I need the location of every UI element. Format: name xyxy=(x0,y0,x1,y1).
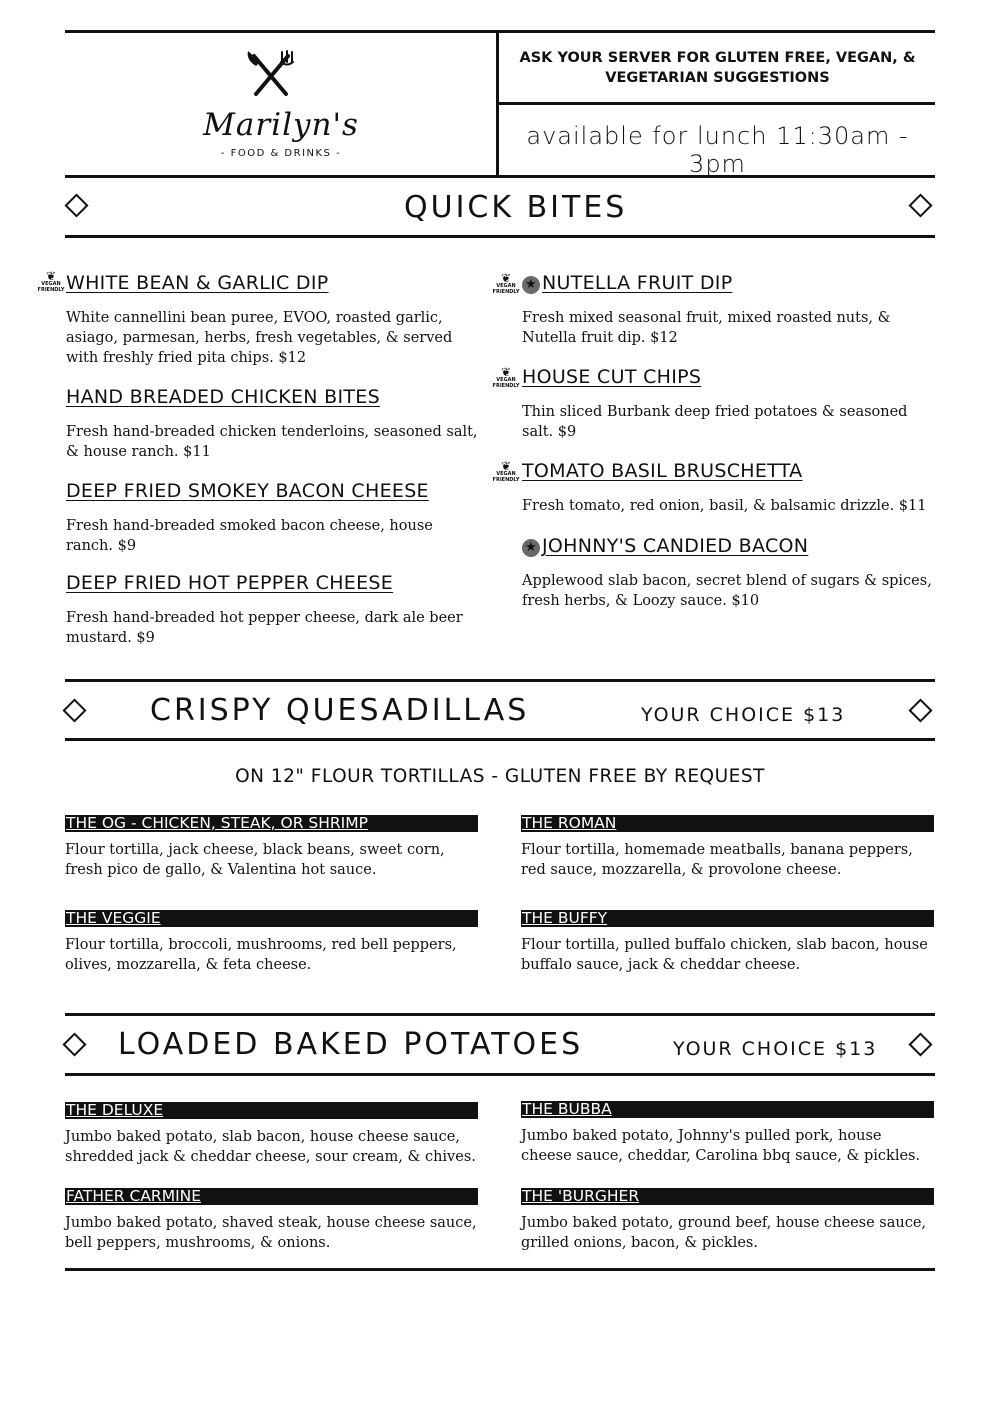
section-title-quick-bites: QUICK BITES xyxy=(404,190,628,225)
fork-knife-icon xyxy=(244,50,298,100)
menu-item-name-row xyxy=(522,535,937,557)
menu-item-name: FATHER CARMINE xyxy=(66,1187,202,1205)
menu-item-description: White cannellini bean puree, EVOO, roasted garlic, asiago, parmesan, herbs, fresh vegetables, & served with freshly fried pita chips. $12 xyxy=(66,310,453,366)
menu-item-name-row xyxy=(522,272,937,294)
menu-item xyxy=(521,815,934,880)
menu-item-description: Fresh hand-breaded smoked bacon cheese, house ranch. $9 xyxy=(66,518,433,554)
diamond-icon xyxy=(62,1032,86,1056)
vegan-friendly-label: VEGAN FRIENDLY xyxy=(492,283,520,295)
menu-item-name: HOUSE CUT CHIPS xyxy=(522,366,702,388)
menu-item-name: THE 'BURGHER xyxy=(522,1187,640,1205)
menu-item xyxy=(65,1102,478,1167)
leaf-icon: ❦ xyxy=(501,459,512,473)
leaf-icon: ❦ xyxy=(46,269,57,283)
menu-item-name: THE ROMAN xyxy=(522,814,617,832)
menu-item-description: Jumbo baked potato, slab bacon, house cheese sauce, shredded jack & cheddar cheese, sour cream, & chives. xyxy=(65,1129,476,1165)
menu-item-description: Flour tortilla, pulled buffalo chicken, slab bacon, house buffalo sauce, jack & cheddar cheese. xyxy=(521,937,928,973)
menu-item-name: THE OG - CHICKEN, STEAK, OR SHRIMP xyxy=(66,814,368,832)
menu-item-name: JOHNNY'S CANDIED BACON xyxy=(542,535,809,557)
star-icon: ★ xyxy=(522,276,540,294)
menu-item xyxy=(522,366,937,442)
diamond-icon xyxy=(908,193,932,217)
menu-item xyxy=(66,272,481,368)
menu-item xyxy=(66,572,481,648)
quesadilla-subtitle: ON 12" FLOUR TORTILLAS - GLUTEN FREE BY REQUEST xyxy=(235,766,765,787)
dietary-notice: ASK YOUR SERVER FOR GLUTEN FREE, VEGAN, & VEGETARIAN SUGGESTIONS xyxy=(519,50,916,86)
menu-item xyxy=(65,815,478,880)
menu-item xyxy=(521,1188,934,1253)
menu-item-description: Flour tortilla, broccoli, mushrooms, red bell peppers, olives, mozzarella, & feta cheese. xyxy=(65,937,457,973)
vegan-friendly-label: VEGAN FRIENDLY xyxy=(492,471,520,483)
menu-item-name: DEEP FRIED HOT PEPPER CHEESE xyxy=(66,572,394,594)
item-name-bar xyxy=(65,910,478,927)
section-price: YOUR CHOICE $13 xyxy=(641,704,846,726)
menu-item-description: Applewood slab bacon, secret blend of sugars & spices, fresh herbs, & Loozy sauce. $10 xyxy=(522,573,932,609)
diamond-icon xyxy=(64,193,88,217)
section-rule xyxy=(65,235,935,238)
vegan-friendly-badge xyxy=(491,272,521,302)
menu-item-description: Flour tortilla, homemade meatballs, banana peppers, red sauce, mozzarella, & provolone cheese. xyxy=(521,842,913,878)
menu-item xyxy=(521,910,934,975)
diamond-icon xyxy=(908,698,932,722)
menu-item-description: Jumbo baked potato, shaved steak, house cheese sauce, bell peppers, mushrooms, & onions. xyxy=(65,1215,477,1251)
menu-item-name: TOMATO BASIL BRUSCHETTA xyxy=(522,460,803,482)
section-rule xyxy=(65,738,935,741)
item-name-bar xyxy=(521,1188,934,1205)
vegan-friendly-badge xyxy=(491,460,521,490)
item-name-bar xyxy=(65,1102,478,1119)
leaf-icon: ❦ xyxy=(501,271,512,285)
item-name-bar xyxy=(65,1188,478,1205)
section-rule xyxy=(65,1013,935,1016)
menu-item xyxy=(65,1188,478,1253)
brand-tagline: - FOOD & DRINKS - xyxy=(220,148,342,159)
menu-item-description: Fresh tomato, red onion, basil, & balsamic drizzle. $11 xyxy=(522,498,927,514)
brand-logo xyxy=(65,33,497,176)
menu-item-name: THE VEGGIE xyxy=(66,909,161,927)
vegan-friendly-label: VEGAN FRIENDLY xyxy=(37,281,65,293)
diamond-icon xyxy=(62,698,86,722)
section-rule xyxy=(65,1073,935,1076)
item-name-bar xyxy=(521,815,934,832)
menu-item-name: THE DELUXE xyxy=(66,1101,164,1119)
menu-item xyxy=(65,910,478,975)
menu-item-name: DEEP FRIED SMOKEY BACON CHEESE xyxy=(66,480,429,502)
menu-item xyxy=(521,1101,934,1166)
menu-item-name: WHITE BEAN & GARLIC DIP xyxy=(66,272,329,294)
menu-item-description: Fresh hand-breaded hot pepper cheese, dark ale beer mustard. $9 xyxy=(66,610,463,646)
item-name-bar xyxy=(521,1101,934,1118)
leaf-icon: ❦ xyxy=(501,365,512,379)
vegan-friendly-label: VEGAN FRIENDLY xyxy=(492,377,520,389)
menu-item-description: Jumbo baked potato, ground beef, house cheese sauce, grilled onions, bacon, & pickles. xyxy=(521,1215,927,1251)
menu-item-description: Fresh hand-breaded chicken tenderloins, seasoned salt, & house ranch. $11 xyxy=(66,424,478,460)
menu-item xyxy=(522,535,937,611)
menu-item-description: Jumbo baked potato, Johnny's pulled pork, house cheese sauce, cheddar, Carolina bbq sauce, & pickles. xyxy=(521,1128,921,1164)
diamond-icon xyxy=(908,1032,932,1056)
vegan-friendly-badge xyxy=(36,270,66,300)
menu-item-description: Flour tortilla, jack cheese, black beans, sweet corn, fresh pico de gallo, & Valentina hot sauce. xyxy=(65,842,445,878)
menu-item-name: THE BUBBA xyxy=(522,1100,612,1118)
section-title-quesadillas: CRISPY QUESADILLAS xyxy=(150,693,530,728)
menu-item-description: Thin sliced Burbank deep fried potatoes & seasoned salt. $9 xyxy=(522,404,908,440)
item-name-bar xyxy=(65,815,478,832)
section-title-potatoes: LOADED BAKED POTATOES xyxy=(118,1027,584,1062)
footer-rule xyxy=(65,1268,935,1271)
menu-item-description: Fresh mixed seasonal fruit, mixed roasted nuts, & Nutella fruit dip. $12 xyxy=(522,310,891,346)
section-rule xyxy=(65,679,935,682)
brand-name: Marilyn's xyxy=(203,107,359,143)
item-name-bar xyxy=(521,910,934,927)
lunch-hours: available for lunch 11:30am - 3pm xyxy=(526,122,909,178)
menu-item xyxy=(66,480,481,556)
header-mid-rule xyxy=(499,102,935,105)
menu-item-name: HAND BREADED CHICKEN BITES xyxy=(66,386,380,408)
menu-item-name: THE BUFFY xyxy=(522,909,608,927)
menu-item xyxy=(66,386,481,462)
star-icon: ★ xyxy=(522,539,540,557)
menu-item xyxy=(522,460,937,516)
section-price: YOUR CHOICE $13 xyxy=(673,1038,878,1060)
menu-item-name: NUTELLA FRUIT DIP xyxy=(542,272,733,294)
vegan-friendly-badge xyxy=(491,366,521,396)
menu-item xyxy=(522,272,937,348)
